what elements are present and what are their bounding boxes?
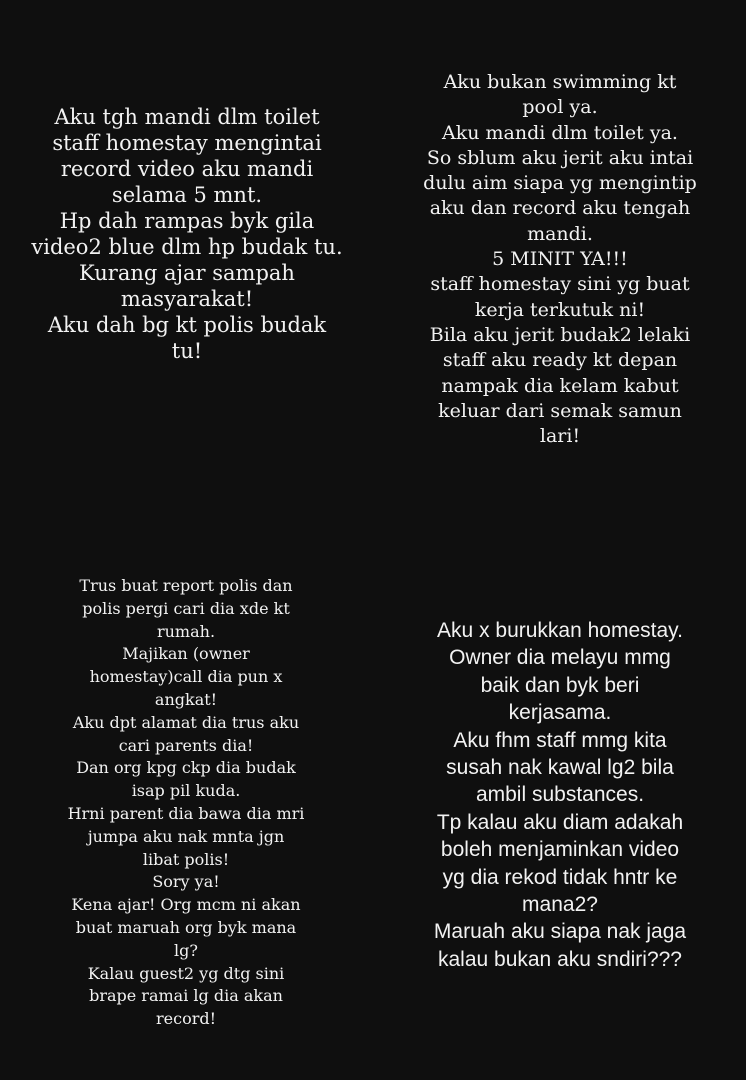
story-text-bottom-left: Trus buat report polis dan polis pergi cari dia xde kt rumah. Majikan (owner homestay)call dia pun x angkat! Aku dpt alamat dia trus aku cari parents dia! Dan org kpg ckp dia budak isap pil kuda. Hrni parent dia bawa dia mri jumpa aku nak mnta jgn libat polis! Sory ya! Kena ajar! Org mcm ni akan buat maruah org byk mana lg? Kalau guest2 yg dtg sini brape ramai lg dia akan record! [67, 576, 305, 1029]
story-text-top-left: Aku tgh mandi dlm toilet staff homestay mengintai record video aku mandi selama 5 mnt. Hp dah rampas byk gila video2 blue dlm hp budak tu. Kurang ajar sampah masyarakat! Aku dah bg kt polis budak tu! [31, 105, 343, 363]
story-text-top-right: Aku bukan swimming kt pool ya. Aku mandi dlm toilet ya. So sblum aku jerit aku intai dulu aim siapa yg mengintip aku dan record aku tengah mandi. 5 MINIT YA!!! staff homestay sini yg buat kerja terkutuk ni! Bila aku jerit budak2 lelaki staff aku ready kt depan nampak dia kelam kabut keluar dari semak samun lari! [423, 71, 697, 448]
story-text-bottom-right: Aku x burukkan homestay. Owner dia melayu mmg baik dan byk beri kerjasama. Aku fhm staff mmg kita susah nak kawal lg2 bila ambil substances. Tp kalau aku diam adakah boleh menjaminkan video yg dia rekod tidak hntr ke mana2? Maruah aku siapa nak jaga kalau bukan aku sndiri??? [433, 619, 687, 971]
